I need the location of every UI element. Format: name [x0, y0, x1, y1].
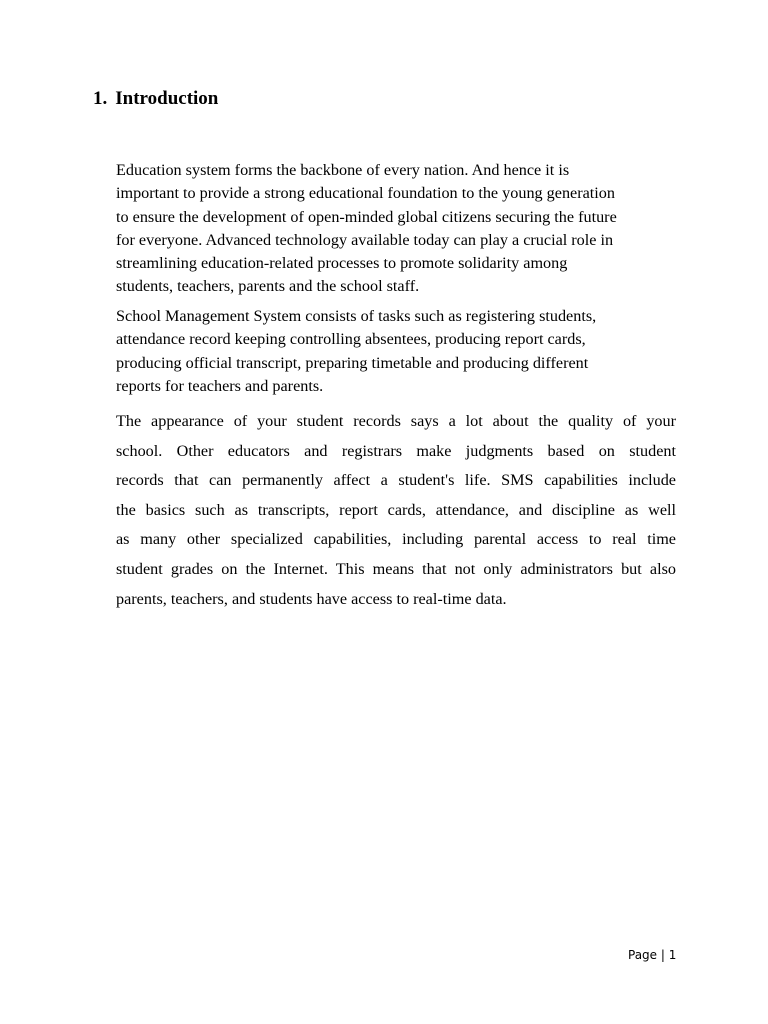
paragraph-line: to ensure the development of open-minded global citizens securing the future: [116, 207, 617, 226]
paragraph-line: important to provide a strong educational foundation to the young generation: [116, 184, 615, 203]
section-number: 1.: [93, 88, 108, 109]
paragraph-line: as many other specialized capabilities, including parental access to real time: [116, 530, 676, 549]
paragraph-line: Education system forms the backbone of every nation. And hence it is: [116, 161, 570, 179]
paragraph-line: producing official transcript, preparing timetable and producing different: [116, 353, 589, 372]
paragraph-line: attendance record keeping controlling absentees, producing report cards,: [116, 330, 586, 349]
paragraph-line: for everyone. Advanced technology available today can play a crucial role in: [116, 230, 614, 249]
paragraph-line: reports for teachers and parents.: [116, 376, 324, 395]
paragraph-line: students, teachers, parents and the school staff.: [116, 277, 420, 296]
section-heading: [93, 87, 218, 111]
paragraph-education-system: [116, 159, 676, 299]
paragraph-line: school. Other educators and registrars make judgments based on student: [116, 441, 676, 460]
paragraph-line: streamlining education-related processes to promote solidarity among: [116, 254, 568, 273]
paragraph-line: parents, teachers, and students have access to real-time data.: [116, 589, 507, 608]
paragraph-sms-tasks: [116, 305, 676, 398]
paragraph-line: records that can permanently affect a student's life. SMS capabilities include: [116, 471, 676, 490]
page-number-footer: Page | 1: [628, 948, 677, 962]
paragraph-student-records: [116, 407, 676, 614]
paragraph-line: School Management System consists of tasks such as registering students,: [116, 307, 597, 325]
paragraph-line: The appearance of your student records says a lot about the quality of your: [116, 412, 676, 430]
section-title: Introduction: [115, 88, 219, 109]
paragraph-line: the basics such as transcripts, report cards, attendance, and discipline as well: [116, 500, 676, 519]
paragraph-line: student grades on the Internet. This means that not only administrators but also: [116, 559, 676, 578]
